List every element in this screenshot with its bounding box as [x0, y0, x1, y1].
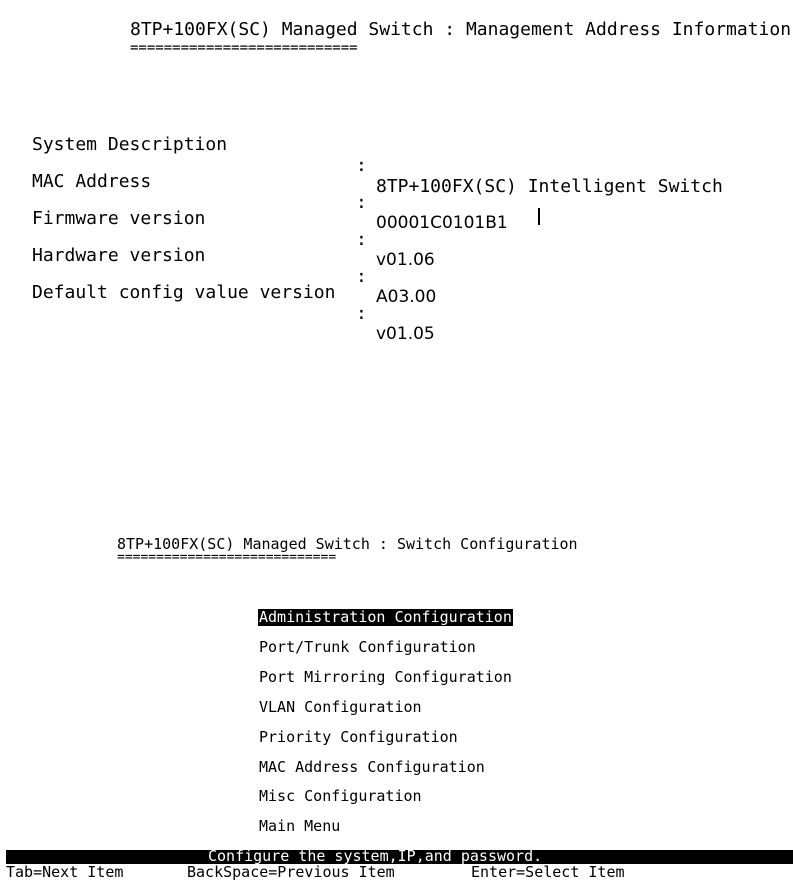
info-label: Firmware version — [32, 208, 206, 229]
menu-title-underline: ============================ — [117, 550, 337, 565]
info-value: 8TP+100FX(SC) Intelligent Switch — [376, 176, 723, 197]
key-hint-backspace: BackSpace=Previous Item — [187, 863, 395, 881]
info-value: 00001C0101B1 — [376, 213, 508, 233]
key-hint-enter: Enter=Select Item — [471, 863, 625, 881]
page-title: 8TP+100FX(SC) Managed Switch : Management Address Information — [130, 19, 792, 40]
menu-item-misc[interactable]: Misc Configuration — [259, 787, 422, 805]
status-text: Configure the system,IP,and password. — [208, 847, 543, 865]
menu-item-administration[interactable]: Administration Configuration — [259, 608, 512, 626]
info-separator: : — [356, 155, 367, 176]
info-label: MAC Address — [32, 171, 152, 192]
menu-item-priority[interactable]: Priority Configuration — [259, 728, 458, 746]
info-separator: : — [356, 192, 367, 213]
info-label: System Description — [32, 134, 228, 155]
info-label: Hardware version — [32, 245, 206, 266]
info-separator: : — [356, 229, 367, 250]
menu-item-port-trunk[interactable]: Port/Trunk Configuration — [259, 638, 476, 656]
menu-item-vlan[interactable]: VLAN Configuration — [259, 698, 422, 716]
info-separator: : — [356, 266, 367, 287]
menu-title: 8TP+100FX(SC) Managed Switch : Switch Configuration — [117, 535, 578, 553]
menu-item-mac-address[interactable]: MAC Address Configuration — [259, 758, 485, 776]
info-value: A03.00 — [376, 287, 437, 307]
status-bar — [6, 847, 793, 865]
text-cursor — [538, 208, 540, 225]
info-value: v01.05 — [376, 324, 435, 344]
info-label: Default config value version — [32, 282, 336, 303]
info-value: v01.06 — [376, 250, 435, 270]
menu-item-port-mirroring[interactable]: Port Mirroring Configuration — [259, 668, 512, 686]
info-separator: : — [356, 303, 367, 324]
menu-item-main-menu[interactable]: Main Menu — [259, 817, 341, 835]
title-underline: =========================== — [130, 40, 358, 56]
key-hint-tab: Tab=Next Item — [6, 863, 124, 881]
